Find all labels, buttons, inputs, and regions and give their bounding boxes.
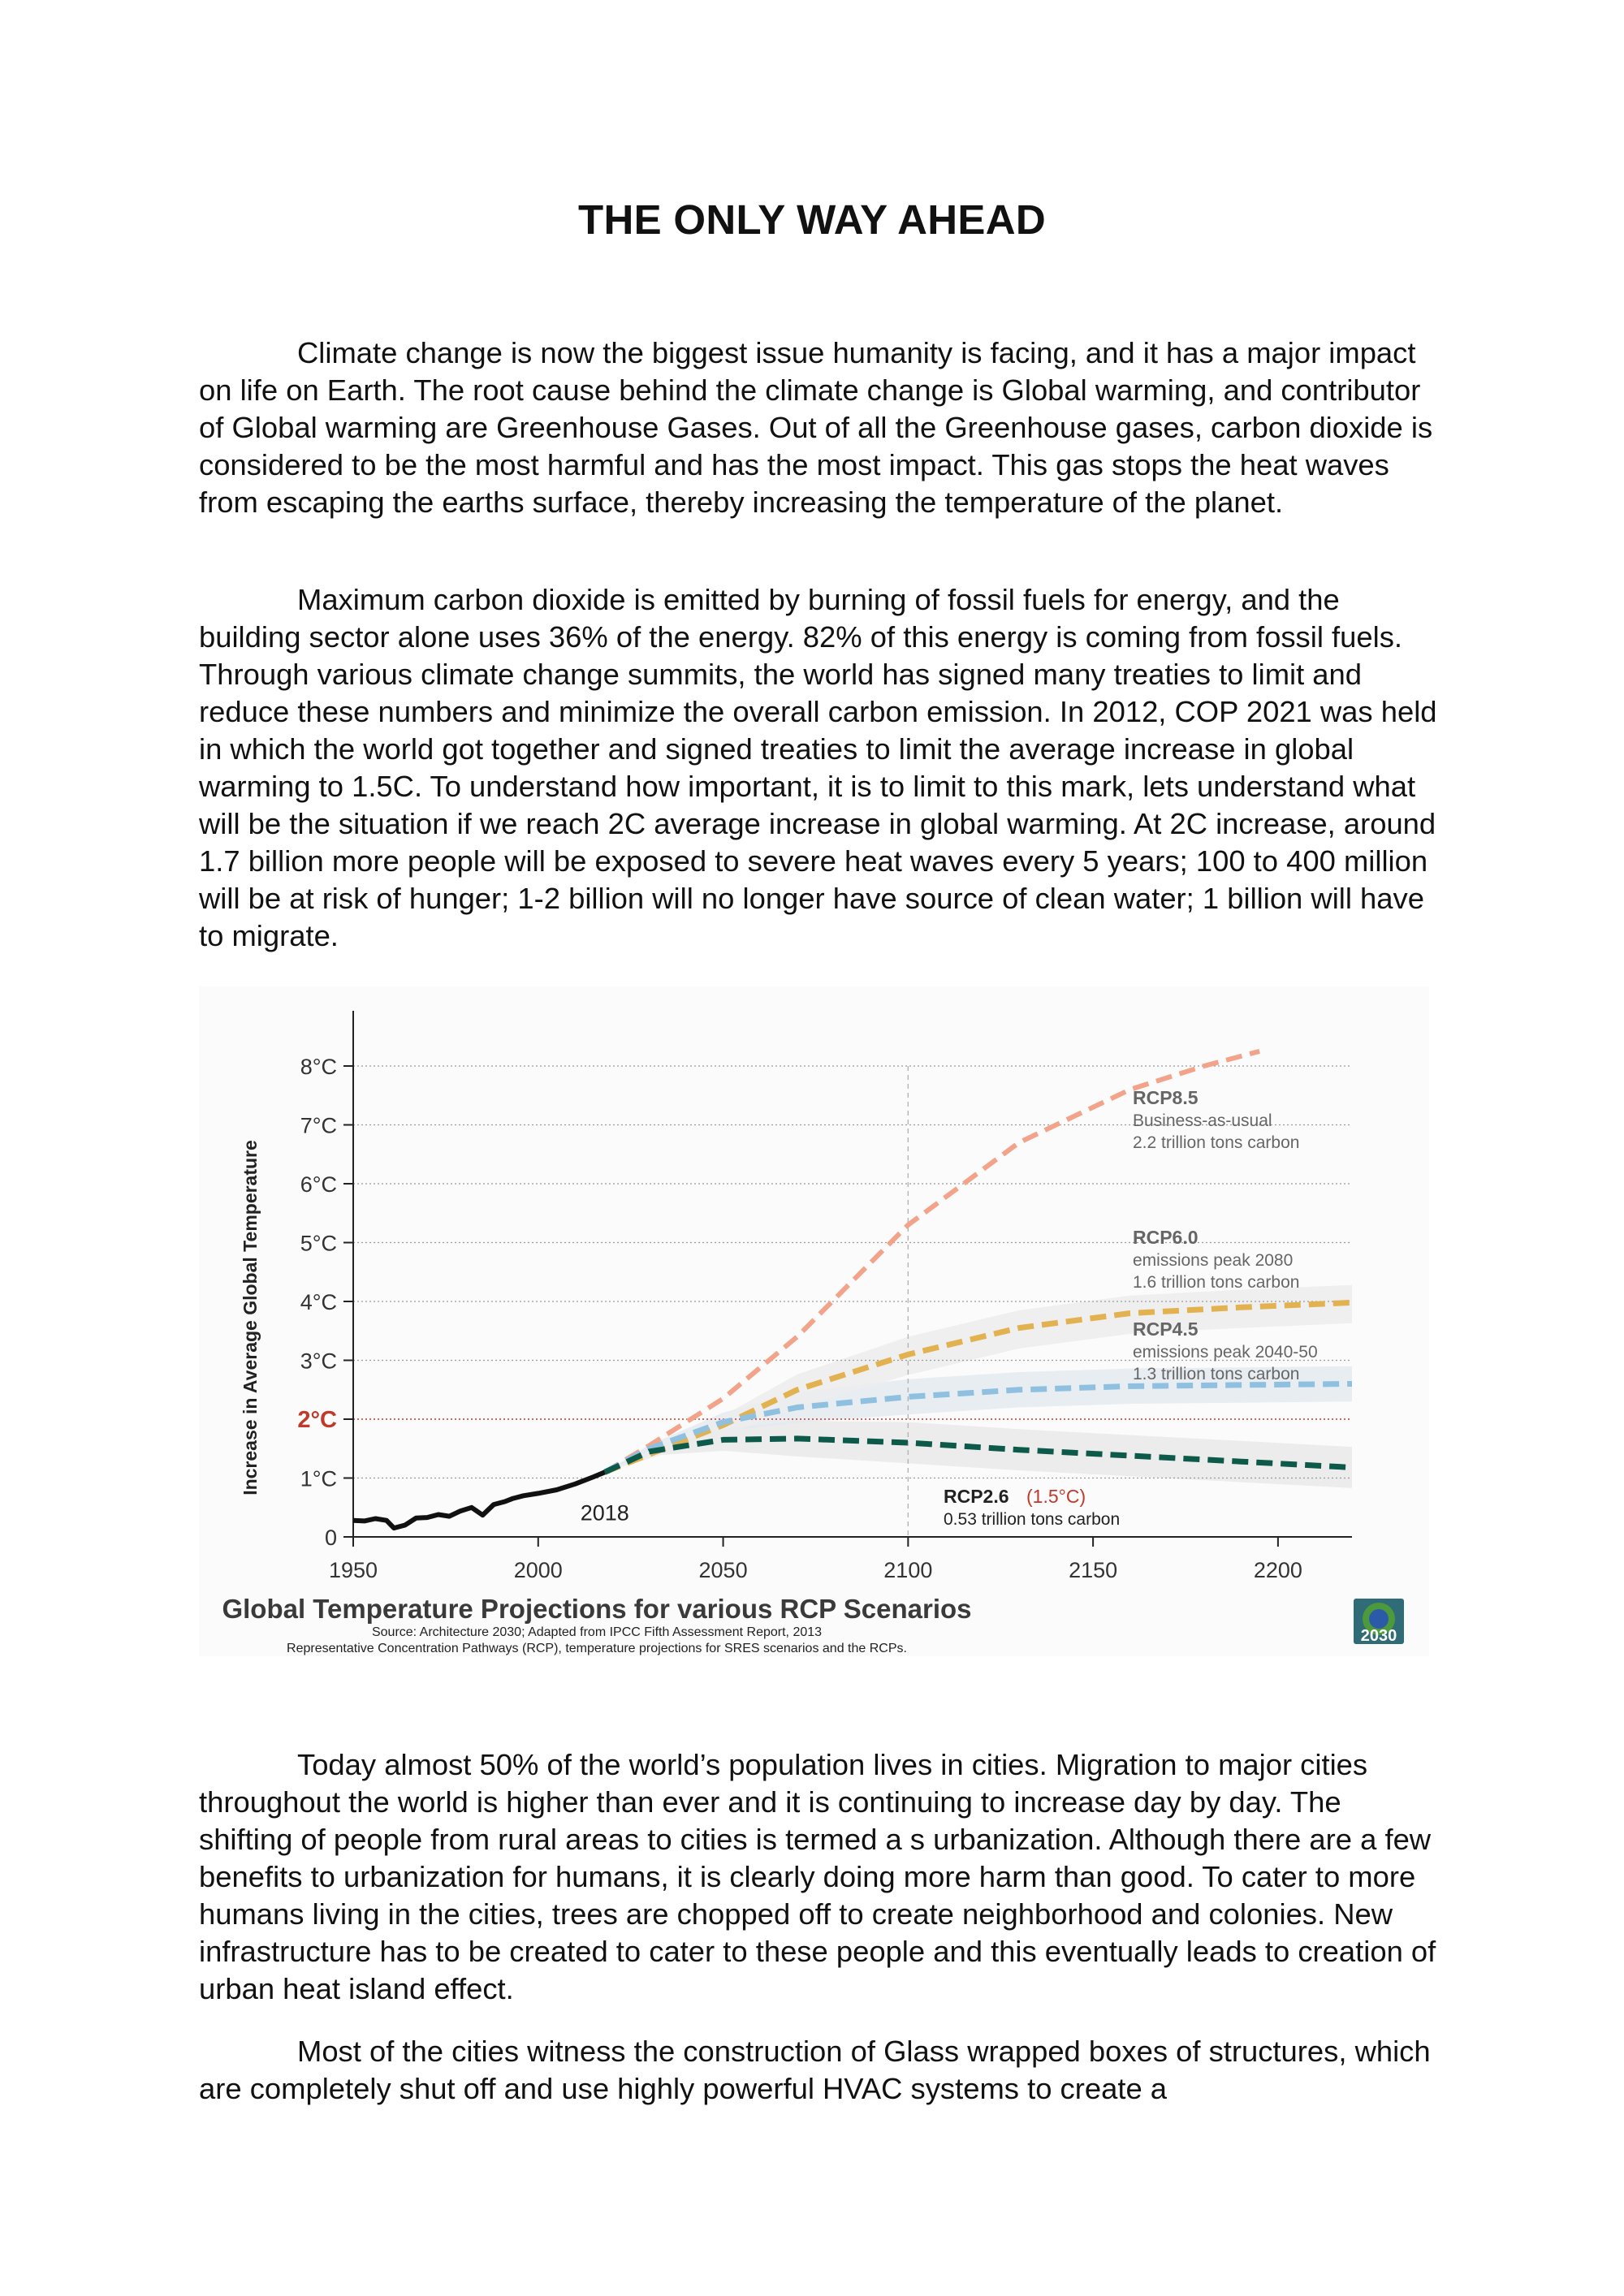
- scenario-carbon: 2.2 trillion tons carbon: [1133, 1133, 1300, 1152]
- chart-source-line-1: Source: Architecture 2030; Adapted from IPCC Fifth Assessment Report, 2013: [371, 1625, 823, 1639]
- chart-source-line-2: Representative Concentration Pathways (RCP), temperature projections for SRES scenarios and the RCPs.: [287, 1642, 907, 1655]
- x-tick-label: 2150: [1069, 1558, 1118, 1582]
- year-2018-label: 2018: [580, 1500, 629, 1526]
- x-tick-label: 2200: [1253, 1558, 1302, 1582]
- y-tick-label: 5°C: [300, 1231, 337, 1256]
- y-tick-label: 8°C: [300, 1055, 337, 1079]
- scenario-description: Business-as-usual: [1133, 1111, 1272, 1130]
- scenario-name-rcp85: RCP8.5: [1133, 1087, 1199, 1108]
- scenario-name-rcp26: RCP2.6: [944, 1486, 1009, 1507]
- logo-text: 2030: [1360, 1627, 1397, 1645]
- scenario-carbon: 1.6 trillion tons carbon: [1133, 1273, 1300, 1292]
- scenario-name-rcp45: RCP4.5: [1133, 1318, 1199, 1340]
- body-paragraph-2: Maximum carbon dioxide is emitted by burning of fossil fuels for energy, and the building sector alone uses 36% of the energy. 82% of this energy is coming from fossil fuels. Through various climate change summits, the world has signed many treaties to limit and reduce these numbers and minimize the overall carbon emission. In 2012, COP 2021 was held in which the world got together and signed treaties to limit the average increase in global warming to 1.5C. To understand how important, it is to limit to this mark, lets understand what will be the situation if we reach 2C average increase in global warming. At 2C increase, around 1.7 billion more people will be exposed to severe heat waves every 5 years; 100 to 400 million will be at risk of hunger; 1-2 billion will no longer have source of clean water; 1 billion will have to migrate.: [199, 583, 1437, 952]
- scenario-carbon: 1.3 trillion tons carbon: [1133, 1365, 1300, 1383]
- x-tick-label: 1950: [328, 1558, 378, 1582]
- temperature-projection-figure: [199, 986, 1429, 1656]
- x-tick-label: 2000: [513, 1558, 563, 1582]
- y-tick-label: 6°C: [300, 1172, 337, 1197]
- scenario-carbon: 0.53 trillion tons carbon: [944, 1510, 1121, 1529]
- scenario-description: emissions peak 2040-50: [1133, 1343, 1318, 1362]
- y-tick-label: 1°C: [300, 1466, 337, 1491]
- chart-title: Global Temperature Projections for various RCP Scenarios: [222, 1594, 972, 1624]
- rcp-chart: [199, 986, 1429, 1656]
- y-tick-label: 7°C: [300, 1113, 337, 1138]
- x-tick-label: 2100: [883, 1558, 933, 1582]
- x-tick-label: 2050: [698, 1558, 748, 1582]
- page-title: THE ONLY WAY AHEAD: [578, 196, 1046, 243]
- body-paragraph-3: Today almost 50% of the world’s population lives in cities. Migration to major cities throughout the world is higher than ever and it is continuing to increase day by day. The shifting of people from rural areas to cities is termed a s urbanization. Although there are a few benefits to urbanization for humans, it is clearly doing more harm than good. To cater to more humans living in the cities, trees are chopped off to create neighborhood and colonies. New infrastructure has to be created to cater to these people and this eventually leads to creation of urban heat island effect.: [199, 1748, 1436, 2005]
- scenario-description: emissions peak 2080: [1133, 1251, 1294, 1270]
- scenario-name-rcp60: RCP6.0: [1133, 1227, 1199, 1248]
- body-paragraph-1: Climate change is now the biggest issue humanity is facing, and it has a major impact on life on Earth. The root cause behind the climate change is Global warming, and contributor of Global warming are Greenhouse Gases. Out of all the Greenhouse gases, carbon dioxide is considered to be the most harmful and has the most impact. This gas stops the heat waves from escaping the earths surface, thereby increasing the temperature of the planet.: [199, 336, 1433, 519]
- y-tick-label: 0: [324, 1526, 337, 1550]
- y-tick-label: 2°C: [297, 1407, 337, 1433]
- body-paragraph-4: Most of the cities witness the construction of Glass wrapped boxes of structures, which are completely shut off and use highly powerful HVAC systems to create a: [199, 2035, 1431, 2105]
- y-tick-label: 4°C: [300, 1290, 337, 1314]
- scenario-suffix: (1.5°C): [1026, 1486, 1086, 1507]
- y-tick-label: 3°C: [300, 1349, 337, 1374]
- architecture-2030-logo: [1354, 1599, 1404, 1645]
- y-axis-title: Increase in Average Global Temperature: [240, 1140, 261, 1495]
